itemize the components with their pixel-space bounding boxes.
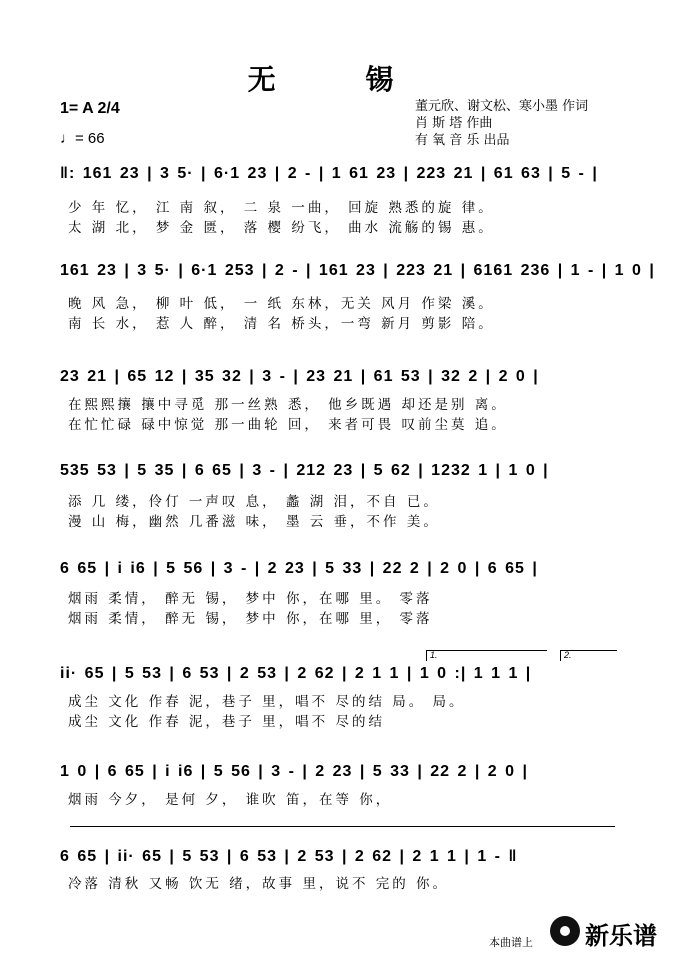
notation-row-3: 23 21 | 65 12 | 35 32 | 3 - | 23 21 | 61 53 | 32 2 | 2 0 | [60,368,539,385]
volta-label-1: 1. [430,650,438,660]
volta-bracket-1 [426,650,547,661]
lyric-row-8-verse-1: 冷落 清秋 又畅 饮无 绪，故事 里，说不 完的 你。 [68,876,450,892]
lyric-row-6-verse-2: 成尘 文化 作春 泥，巷子 里，唱不 尽的结 [68,714,385,730]
lyric-row-3-verse-2: 在忙忙碌 碌中惊觉 那一曲轮 回， 来者可畏 叹前尘莫 追。 [68,417,508,433]
lyric-row-5-verse-1: 烟雨 柔情， 醉无 锡， 梦中 你，在哪 里。 零落 [68,591,433,607]
notation-row-8: 6 65 | ii· 65 | 5 53 | 6 53 | 2 53 | 2 62 | 2 1 1 | 1 - ‖ [60,848,518,865]
notation-row-5: 6 65 | i i6 | 5 56 | 3 - | 2 23 | 5 33 | 22 2 | 2 0 | 6 65 | [60,560,538,577]
lyric-row-2-verse-1: 晚 风 急， 柳 叶 低， 一 纸 东林，无关 风月 作梁 溪。 [68,296,495,312]
brand-logo-text: 新乐谱 [585,922,657,950]
notation-row-6: ii· 65 | 5 53 | 6 53 | 2 53 | 2 62 | 2 1 1 | 1 0 :| 1 1 1 | [60,665,532,682]
notation-row-4: 535 53 | 5 35 | 6 65 | 3 - | 212 23 | 5 62 | 1232 1 | 1 0 | [60,462,549,479]
key-signature: 1= A 2/4 [60,100,120,117]
notation-row-2: 161 23 | 3 5· | 6·1 253 | 2 - | 161 23 | 223 21 | 6161 236 | 1 - | 1 0 | [60,262,655,279]
lyric-row-4-verse-2: 漫 山 梅，幽然 几番滋 味， 墨 云 垂，不作 美。 [68,514,440,530]
song-title: 无 锡 [247,63,434,96]
lyric-row-1-verse-1: 少 年 忆， 江 南 叙， 二 泉 一曲， 回旋 熟悉的旋 律。 [68,200,495,216]
lyric-row-4-verse-1: 添 几 缕，伶仃 一声叹 息， 蠡 湖 泪，不自 已。 [68,494,440,510]
tie-line-row-8 [70,826,615,827]
lyric-row-5-verse-2: 烟雨 柔情， 醉无 锡， 梦中 你，在哪 里， 零落 [68,611,433,627]
notation-row-7: 1 0 | 6 65 | i i6 | 5 56 | 3 - | 2 23 | 5 33 | 22 2 | 2 0 | [60,763,528,780]
lyric-row-2-verse-2: 南 长 水， 惹 人 醉， 清 名 桥头，一弯 新月 剪影 陪。 [68,316,495,332]
lyric-row-1-verse-2: 太 湖 北， 梦 金 匮， 落 樱 纷飞， 曲水 流觞的锡 惠。 [68,220,495,236]
volta-label-2: 2. [564,650,572,660]
record-disc-icon [550,916,580,946]
credit-producer: 有 氧 音 乐 出品 [415,133,510,148]
lyric-row-6-verse-1: 成尘 文化 作春 泥，巷子 里，唱不 尽的结 局。 局。 [68,694,466,710]
notation-row-1: ‖: 161 23 | 3 5· | 6·1 23 | 2 - | 1 61 23 | 223 21 | 61 63 | 5 - | [60,165,598,182]
footer-label: 本曲谱上 [489,937,533,949]
lyric-row-7-verse-1: 烟雨 今夕， 是何 夕， 谁吹 笛，在等 你， [68,792,393,808]
credit-composer: 肖 斯 塔 作曲 [415,116,493,131]
tempo-marking: ♩= 66 [60,130,105,147]
credit-lyricist: 董元欣、谢文松、寒小墨 作词 [415,99,589,114]
lyric-row-3-verse-1: 在熙熙攘 攘中寻觅 那一丝熟 悉， 他乡既遇 却还是别 离。 [68,397,508,413]
